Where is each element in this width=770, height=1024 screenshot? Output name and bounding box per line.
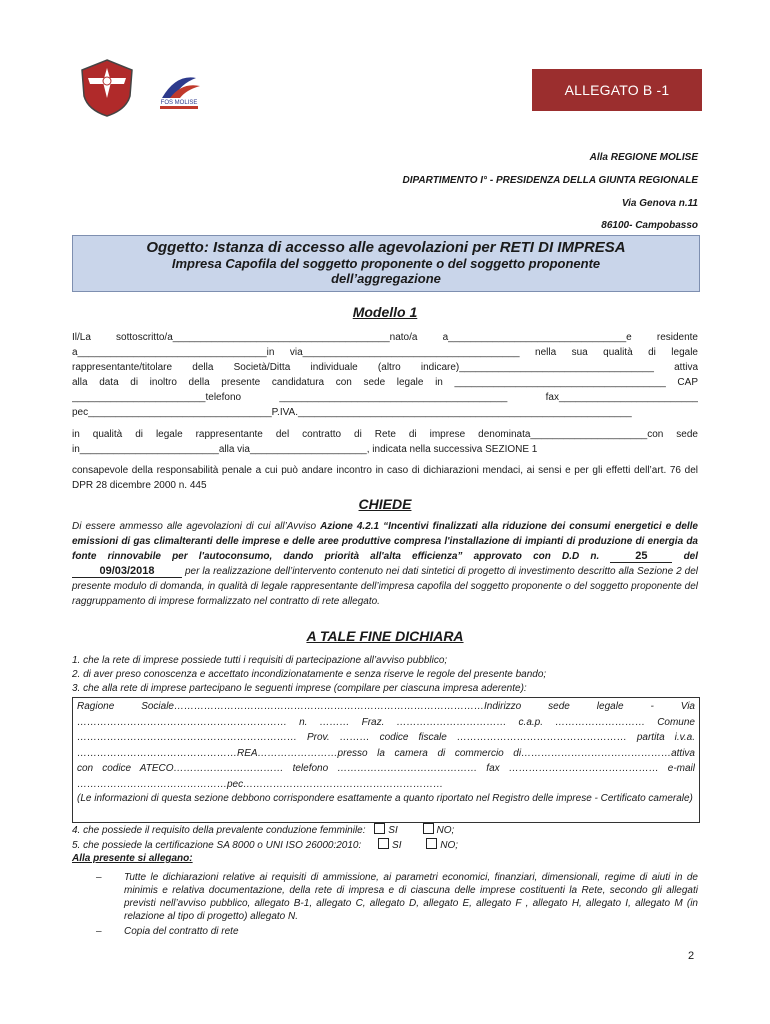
no-checkbox[interactable] [423,823,434,834]
form-line: a__________________________________in via_______________________________________ nella sua qualità di legale [72,347,698,358]
impresa-field-row[interactable]: ……………………………………………………… n. ……… Fraz. …………………………… c.a.p. ……………………… Comune [77,716,695,728]
modello-title: Modello 1 [352,304,418,320]
form-line: ________________________telefono _________________________________________ fax_________________________ [72,392,698,403]
form-line: alla data di inoltro della presente candidatura con sede legale in ______________________________________ CAP [72,377,698,388]
dichiara-item: 3. che alla rete di imprese partecipano le seguenti imprese (compilare per ciascuna impresa aderente): [72,683,527,694]
del-label: del [683,551,699,562]
oggetto-title: Oggetto: Istanza di accesso alle agevolazioni per RETI DI IMPRESA [146,239,626,256]
dd-date-field[interactable]: 09/03/2018 [72,566,182,578]
oggetto-box [72,235,700,292]
oggetto-subtitle-cont: dell’aggregazione [331,271,441,286]
impresa-note: (Le informazioni di questa sezione debbono corrispondere esattamente a quanto riportato nel Registro delle imprese - Certificato camerale) [77,793,693,804]
form-line: in qualità di legale rappresentante del contratto di Rete di imprese denominata_____________________con sede [72,429,698,440]
chiede-paragraph [72,519,698,609]
chiede-azione: Azione 4.2.1 “Incentivi finalizzati alla riduzione dei consumi energetici e delle emissioni di gas climalteranti delle imprese e delle aree produttive compresa l'installazione di impianti di produzione di energia da fonte rinnovabile per l'autoconsumo, dando priorità all'alta efficienza” approvato con D.D n. [72,521,698,562]
dichiara-item: 2. di aver preso conoscenza e accettato incondizionatamente e senza riserve le regole del presente bando; [72,669,547,680]
allegato-item [96,871,698,923]
address-line: Alla REGIONE MOLISE [589,152,698,163]
chiede-text: Di essere ammesso alle agevolazioni di cui all’Avviso [72,521,321,532]
impresa-field-row[interactable]: Ragione Sociale…………………………………………………………………………………Indirizzo sede legale - Via [77,701,695,712]
impresa-field-row[interactable]: …………………………………………REA……………………presso la camera di commercio di………………………………………attiva [77,747,695,759]
form-line: Il/La sottoscritto/a_______________________________________nato/a a________________________________e residente [72,332,698,343]
si-checkbox[interactable] [378,838,389,849]
item-4-label: 4. che possiede il requisito della prevalente conduzione femminile: [72,825,366,836]
no-label: NO; [440,840,459,851]
consapevole-paragraph: consapevole della responsabilità penale a cui può andare incontro in caso di dichiarazioni mendaci, ai sensi e per gli effetti dell’art. 76 del DPR 28 dicembre 2000 n. 445 [72,465,698,491]
oggetto-subtitle: Impresa Capofila del soggetto proponente o del soggetto proponente [171,256,601,271]
no-checkbox[interactable] [426,838,437,849]
allegano-title: Alla presente si allegano: [72,853,193,864]
form-line: rappresentante/titolare della Società/Ditta individuale (altro indicare)___________________________________ attiva [72,362,698,373]
impresa-field-row[interactable]: con codice ATECO…………………………… telefono …………………………………… fax ……………………………………… e-mail [77,763,695,774]
si-label: SI [388,825,398,836]
allegato-text: Copia del contratto di rete [124,926,239,937]
impresa-field-row[interactable]: ………………………………………………………… Prov. ……… codice fiscale …………………………………………… partita i.v.a. [77,732,695,743]
address-line: DIPARTIMENTO I° - PRESIDENZA DELLA GIUNTA REGIONALE [402,175,698,186]
dichiara-list [72,654,698,696]
allegato-banner: ALLEGATO B -1 [532,69,702,111]
chiede-text-cont: per la realizzazione dell’intervento contenuto nei dati sintetici di progetto di investimento descritto alla Sezione 2 del presente modulo di domanda, in qualità di legale rappresentante dell’impresa capofila del soggetto proponente o del soggetto proponente del raggruppamento di imprese formalizzato nel contratto di rete allegato. [72,566,698,607]
allegato-item [96,925,698,938]
dichiara-item: 1. che la rete di imprese possiede tutti i requisiti di partecipazione all’avviso pubblico; [72,655,448,666]
chiede-title: CHIEDE [358,496,412,512]
dash-bullet: – [96,926,102,937]
si-checkbox[interactable] [374,823,385,834]
form-line: pec_________________________________P.IVA.____________________________________________________________ [72,407,632,418]
intro-paragraph [72,330,698,420]
no-label: NO; [436,825,455,836]
page-number: 2 [688,950,695,962]
address-line: 86100- Campobasso [601,220,698,231]
item-4-row [72,823,698,838]
allegato-text: Tutte le dichiarazioni relative ai requisiti di ammissione, ai parametri economici, finanziari, dimensionali, regime di aiuti in de minimis e relativa documentazione, della rete di impresa e di ciascuna delle imprese costituenti la Rete, secondo gli allegati previsti nell’avviso pubblico, allegato B-1, allegato C, allegato D, allegato E, allegato F , allegato H, allegato I, allegato M (in relazione al tipo di progetto) allegato N. [124,872,698,922]
address-line: Via Genova n.11 [621,198,698,209]
svg-text:FOS MOLISE: FOS MOLISE [160,100,198,106]
fos-molise-logo [156,72,202,114]
item-5-label: 5. che possiede la certificazione SA 8000 o UNI ISO 26000:2010: [72,840,362,851]
impresa-box [72,697,700,823]
regione-molise-logo [78,58,136,118]
dichiara-title: A TALE FINE DICHIARA [306,628,464,644]
dd-number-field[interactable]: 25 [610,551,672,563]
si-label: SI [392,840,402,851]
impresa-field-row[interactable]: ………………………………………pec…………………………………………………… [77,778,444,790]
item-5-row [72,838,698,853]
form-line: in_________________________alla via_____________________, indicata nella successiva SEZIONE 1 [72,444,538,455]
rete-paragraph [72,427,698,457]
dash-bullet: – [96,872,102,883]
